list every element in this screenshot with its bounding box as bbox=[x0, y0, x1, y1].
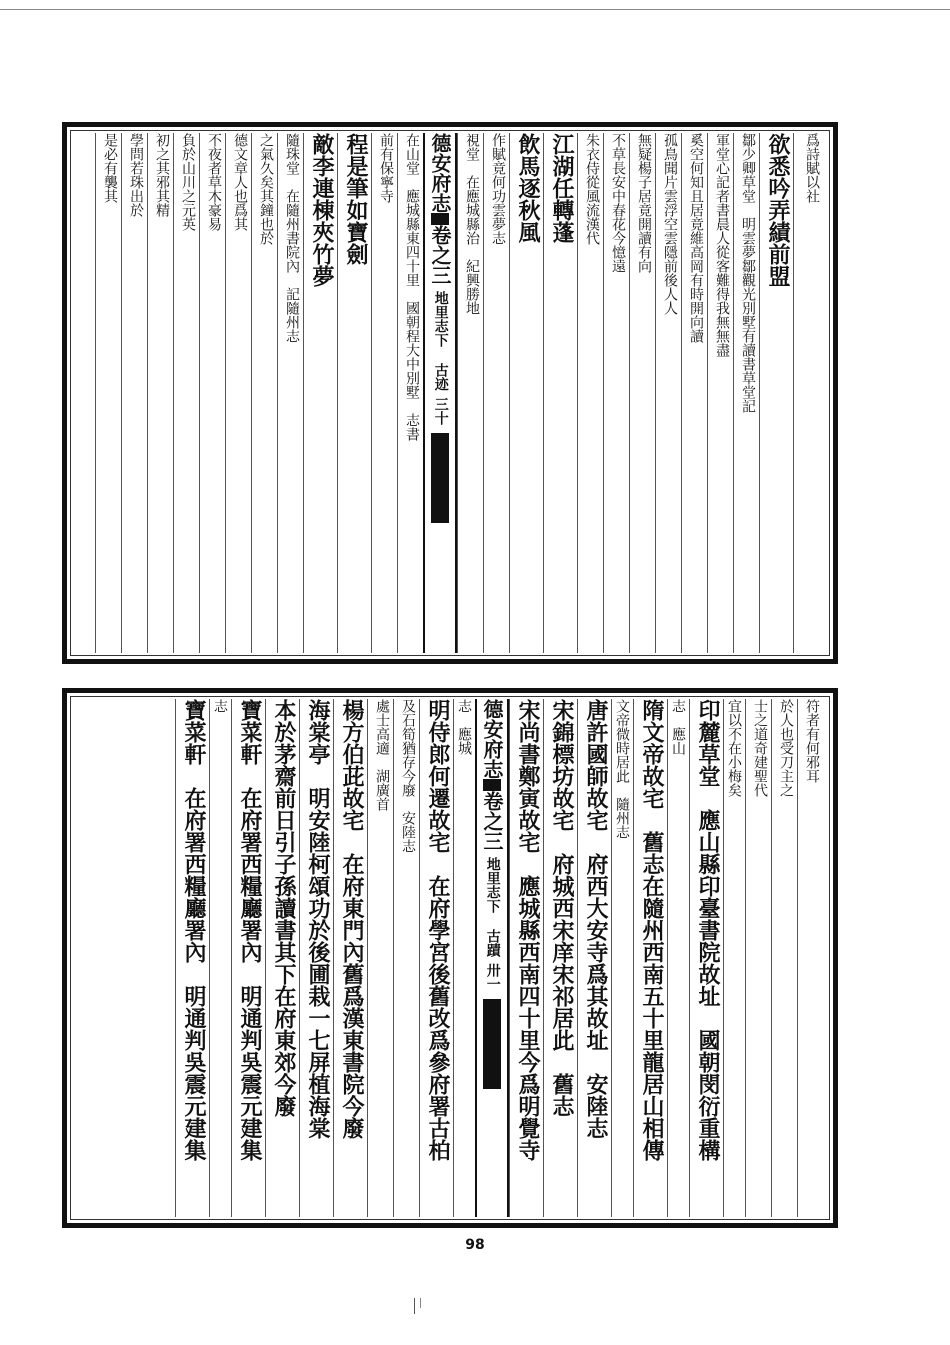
book-title: 德安府志 bbox=[428, 133, 452, 213]
text-column: 學問若珠出於 bbox=[121, 133, 147, 653]
text-column: 之氣久矣其鐘也於 bbox=[251, 133, 277, 653]
text-column: 宋錦標坊故宅 府城西宋庠宋祁居此 舊志 bbox=[543, 699, 577, 1217]
text-column: 前有保寧寺 bbox=[371, 133, 397, 653]
text-column: 朱衣侍從風流漢代 bbox=[577, 133, 603, 653]
text-column: 及石筍猶存今廢 安陸志 bbox=[393, 699, 419, 1217]
text-column: 楊方伯茈故宅 在府東門內舊爲漢東書院今廢 bbox=[333, 699, 367, 1217]
black-bar bbox=[431, 433, 449, 523]
text-column: 孤鳥聞片雲浮空雲隱前後人人 bbox=[655, 133, 681, 653]
top-rule bbox=[0, 9, 950, 10]
text-column: 爲詩賦以社 bbox=[793, 133, 823, 653]
text-column: 本於茅齋前日引子孫讀書其下在府東郊今廢 bbox=[265, 699, 299, 1217]
fishtail-mark bbox=[431, 213, 449, 225]
page-number: 98 bbox=[465, 1237, 485, 1253]
text-column: 寶菜軒 在府署西糧廳署內 明通判吳震元建集 bbox=[231, 699, 265, 1217]
center-fold bbox=[475, 699, 509, 1217]
top-columns bbox=[75, 133, 823, 653]
text-column: 負於山川之元英 bbox=[173, 133, 199, 653]
volume-label: 卷之三 bbox=[428, 225, 452, 285]
text-column: 志 應城 bbox=[453, 699, 475, 1217]
text-column: 欲悉吟弄績前盟 bbox=[759, 133, 793, 653]
volume-label: 卷之三 bbox=[480, 791, 504, 851]
text-column: 程是筆如寶劍 bbox=[337, 133, 371, 653]
text-column: 不草長安中春花今憶遠 bbox=[603, 133, 629, 653]
text-column: 士之道奇建聖代 bbox=[745, 699, 771, 1217]
text-column: 德文章人也爲其 bbox=[225, 133, 251, 653]
text-column: 奚空何知且居竟維高岡有時開向讀 bbox=[681, 133, 707, 653]
text-column: 於人也受刀主之 bbox=[771, 699, 797, 1217]
text-column: 飲馬逐秋風 bbox=[509, 133, 543, 653]
text-column: 初之其邪其精 bbox=[147, 133, 173, 653]
text-column: 宋尚書鄭寅故宅 應城縣西南四十里今爲明覺寺 bbox=[509, 699, 543, 1217]
book-title: 德安府志 bbox=[480, 699, 504, 779]
fishtail-mark bbox=[483, 779, 501, 791]
crop-mark bbox=[414, 1298, 415, 1314]
text-column: 作賦竟何功雲夢志 bbox=[483, 133, 509, 653]
section-label: 地里志下 古迹 bbox=[432, 291, 449, 391]
text-column: 宜以不在小梅矣 bbox=[723, 699, 745, 1217]
text-column: 視堂 在應城縣治 紀興勝地 bbox=[457, 133, 483, 653]
text-column: 鄒少卿草堂 明雲夢鄒觀光別墅有讀書草堂記 bbox=[733, 133, 759, 653]
folio-number: 三十 bbox=[432, 397, 449, 425]
text-column: 海棠亭 明安陸柯頌功於後圃栽一七屏植海棠 bbox=[299, 699, 333, 1217]
text-column: 唐許國師故宅 府西大安寺爲其故址 安陸志 bbox=[577, 699, 611, 1217]
folio-number: 卅一 bbox=[484, 963, 501, 991]
text-column: 是必有襲其 bbox=[95, 133, 121, 653]
text-column: 寶菜軒 在府署西糧廳署內 明通判吳震元建集 bbox=[175, 699, 209, 1217]
text-column: 處士高適 湖廣首 bbox=[367, 699, 393, 1217]
top-panel bbox=[62, 122, 838, 664]
text-column: 敵李連棟夾竹夢 bbox=[303, 133, 337, 653]
text-column: 軍堂心記者書晨人從客難得我無無盡 bbox=[707, 133, 733, 653]
text-column: 印麓草堂 應山縣印臺書院故址 國朝閔衍重構 bbox=[689, 699, 723, 1217]
text-column: 不夜者草木豪易 bbox=[199, 133, 225, 653]
text-column: 隋文帝故宅 舊志在隨州西南五十里龍居山相傳 bbox=[633, 699, 667, 1217]
text-column: 符者有何邪耳 bbox=[797, 699, 823, 1217]
text-column: 明侍郎何遷故宅 在府學宮後舊改爲參府署古柏 bbox=[419, 699, 453, 1217]
center-fold bbox=[423, 133, 457, 653]
bottom-panel bbox=[62, 688, 838, 1228]
section-label: 地里志下 古蹟 bbox=[484, 857, 501, 957]
black-bar bbox=[483, 999, 501, 1089]
bottom-columns bbox=[75, 699, 823, 1217]
text-column: 志 bbox=[209, 699, 231, 1217]
text-column: 無疑楊子居竟開讀有向 bbox=[629, 133, 655, 653]
text-column: 在山堂 應城縣東四十里 國朝程大中別墅 志書 bbox=[397, 133, 423, 653]
text-column: 隨珠堂 在隨州書院內 記隨州志 bbox=[277, 133, 303, 653]
text-column: 江湖任轉蓬 bbox=[543, 133, 577, 653]
text-column: 志 應山 bbox=[667, 699, 689, 1217]
text-column: 文帝微時居此 隨州志 bbox=[611, 699, 633, 1217]
crop-mark bbox=[420, 1298, 421, 1308]
